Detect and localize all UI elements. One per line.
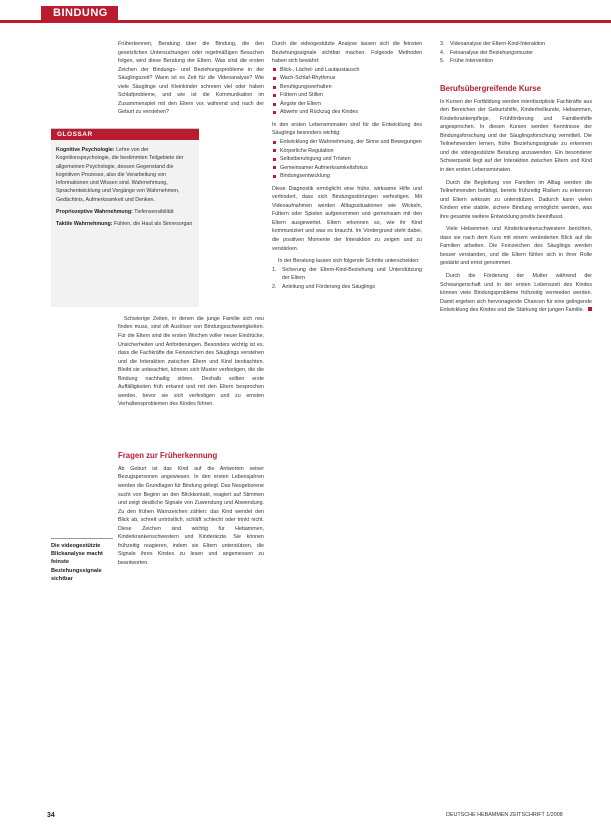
column1-paragraph: Ab Geburt ist das Kind auf die Antworten seiner Bezugspersonen angewiesen. In den ersten Lebensjahren werden die Grundlagen für Bindung gelegt. Das Neugeborene sucht von Beginn an den Blickkontakt, reagiert auf Stimmen und zeigt deutliche Signale von Zuwendung und Abwendung. Zu den frühen Warnzeichen zählen: das Kind wendet den Blick ab, schreit untröstlich, schläft schlecht oder trinkt nicht. Diese Zeichen sind wichtig für Hebammen, Kinderkrankenschwestern und Kinderärzte. Sie können frühzeitig reagieren, indem sie Eltern unterstützen, die Signale ihres Kindes zu lesen und angemessen zu beantworten.: [118, 465, 264, 566]
column2-paragraph: In den ersten Lebensmonaten sind für die Entwicklung des Säuglings besonders wichtig:: [272, 121, 422, 137]
list-item: 3. Videoanalyse der Eltern-Kind-Interaktion: [440, 41, 546, 47]
bullet-list: [272, 138, 422, 181]
list-item: 5. Frühe Intervention: [440, 58, 493, 65]
column2-paragraph: In der Beratung lassen sich folgende Schritte unterscheiden:: [278, 258, 420, 265]
list-item: 4. Feinanalyse der Beziehungsmuster: [440, 49, 534, 56]
column3-paragraph: In Kursen der Fortbildung werden interdisziplinär Fachkräfte aus den Bereichen der Geburtshilfe, Kinderheilkunde, Hebammen, Kinderkrankenpflege, Frühförderung und Familienhilfe angesprochen. In diesen Kursen werden Kenntnisse der Bindungsforschung und der Säuglingsforschung vermittelt. Die Teilnehmenden lernen, frühe Beziehungssignale zu erkennen und die videogestützte Beratung anzuwenden. Ein besonderer Schwerpunkt liegt auf der Interaktion zwischen Eltern und Kind in den ersten Lebensmonaten.: [440, 98, 592, 174]
side-note-caption: Die videogestützte Blickanalyse macht feinste Beziehungssignale sichtbar: [51, 538, 113, 583]
glossary-term: Kognitive Psychologie:: [56, 147, 115, 153]
list-item: 2. Anleitung und Förderung des Säuglings: [272, 283, 376, 290]
list-item: Körperliche Regulation: [272, 147, 422, 156]
column2-intro: Durch die videogestützte Analyse lassen sich die feinsten Beziehungssignale sichtbar machen. Folgende Methoden haben sich bewährt:: [272, 41, 422, 65]
glossary-term: Taktile Wahrnehmung:: [56, 221, 113, 228]
column3-paragraph: Viele Hebammen und Kinderkrankenschwestern berichten, dass sie nach dem Kurs mit einem veränderten Blick auf die Familien arbeiten. Die Feinzeichen des Säuglings werden besser verstanden, und die Eltern fühlen sich in ihrer Rolle gestärkt und ernst genommen.: [440, 226, 592, 267]
article-column-2: [272, 40, 422, 291]
bullet-list: [272, 66, 422, 117]
list-item: Entwicklung der Wahrnehmung, der Sinne und Bewegungen: [272, 138, 422, 147]
article-column-3: [440, 40, 592, 315]
glossary-definition: Lehre von der Kognitionspsychologie, die bestimmten Teilgebiete der allgemeinen Psychologie, dessen Gegenstand die kognitiven Prozesse, also die Verarbeitung von Informationen und Wissen sind. Wahrnehmung, Sprachentwicklung und Vorgänge von Wahrnehmen, Gedächtnis, Aufmerksamkeit und Denken.: [56, 147, 184, 203]
list-item: Abwehr und Rückzug des Kindes: [272, 108, 422, 117]
list-item: Ängste der Eltern: [272, 100, 422, 109]
list-item: Füttern und Stillen: [272, 91, 422, 100]
list-item: Beruhigungsverhalten: [272, 83, 422, 92]
column3-paragraph: Durch die Förderung der Mutter während der Schwangerschaft und in der ersten Lebenszeit des Kindes können viele Bindungsprobleme frühzeitig vermieden werden. Damit ergeben sich hervorragende Chancen für eine gelingende Entwicklung des Kindes und die Stärkung der jungen Familie.: [440, 273, 592, 314]
list-item: Bindungsentwicklung: [272, 172, 422, 181]
section-title: BINDUNG: [41, 6, 118, 22]
section-header-bar: [0, 0, 611, 23]
article-end-icon: [588, 307, 592, 311]
heading-kurse: Berufsübergreifende Kurse: [440, 83, 541, 93]
column2-paragraph: Diese Diagnostik ermöglicht eine frühe, wirksame Hilfe und verhindert, dass sich Bindungsstörungen verfestigen. Mit Videoaufnahmen werden Alltagssituationen wie Wickeln, Füttern oder Spielen aufgenommen und gemeinsam mit den Eltern ausgewertet. Eltern erkennen so, wie ihr Kind kommuniziert und was es braucht. Im Vordergrund steht dabei, die positiven Momente der Interaktion zu zeigen und zu verstärken.: [272, 185, 422, 252]
list-item: Wach-Schlaf-Rhythmus: [272, 74, 422, 83]
list-item: Blick-, Lächel- und Lautaustausch: [272, 66, 422, 75]
glossary-definition: Fühlen, die Haut als Sinnesorgan: [114, 221, 193, 228]
list-item: Gemeinsamer Aufmerksamkeitsfokus: [272, 164, 422, 173]
column1-paragraph: Schwierige Zeiten, in denen die junge Familie sich neu finden muss, sind oft Auslöser von Bindungsschwierigkeiten. Für die Eltern sind die ersten Wochen voller neuer Eindrücke, Unsicherheiten und Anforderungen. Besonders wichtig ist es, dass die Fachkräfte die Feinzeichen des Säuglings verstehen und die Interaktion zwischen Eltern und Kind beobachten. Bleibt sie unbeachtet, können sich Muster verfestigen, die die Bindung nachhaltig stören. Deshalb sollten erste Auffälligkeiten früh erkannt und mit den Eltern besprochen werden, bevor sie sich verfestigen und zu ernsten Verhaltensproblemen des Kindes führen.: [118, 315, 264, 408]
glossary-definition: Tiefensensibilität: [134, 209, 174, 216]
heading-frueherkennung: Fragen zur Früherkennung: [118, 450, 218, 460]
magazine-footer: DEUTSCHE HEBAMMEN ZEITSCHRIFT 1/2008: [446, 812, 563, 818]
numbered-list: [440, 40, 592, 66]
numbered-list: [272, 266, 422, 292]
article-column-1: [118, 40, 264, 568]
list-item: Selbstberuhigung und Trösten: [272, 155, 422, 164]
list-item: 1. Sicherung der Eltern-Kind-Beziehung und Unterstützung der Eltern: [272, 266, 422, 282]
column3-paragraph: Durch die Begleitung von Familien im Alltag werden die Teilnehmenden befähigt, bereits frühzeitig Risiken zu erkennen und Eltern wirksam zu unterstützen. Dadurch kann vielen Kindern eine stabile, sichere Bindung ermöglicht werden, was ihre gesamte weitere Entwicklung positiv beeinflusst.: [440, 179, 592, 220]
glossary-title: GLOSSAR: [51, 129, 199, 140]
glossary-term: Propriozeptive Wahrnehmung:: [56, 209, 133, 216]
page-number: 34: [47, 812, 55, 819]
column1-intro: Früherkennen, Beratung über die Bindung, die den gesetzlichen Untersuchungen oder regelmäßigen Besuchen folgen, wird diese Beratung der Eltern. Was sind die ersten Zeichen der Bindungs- und Beziehungsprobleme in der Säuglingszeit? Wann ist es Zeit für die Videoanalyse? Wie viele Säuglinge und Kleinkinder schreien viel oder haben Schlafprobleme, und wie ist die Kommunikation im Zusammenspiel mit den Eltern vor, während und nach der Geburt zu verstehen?: [118, 41, 264, 116]
